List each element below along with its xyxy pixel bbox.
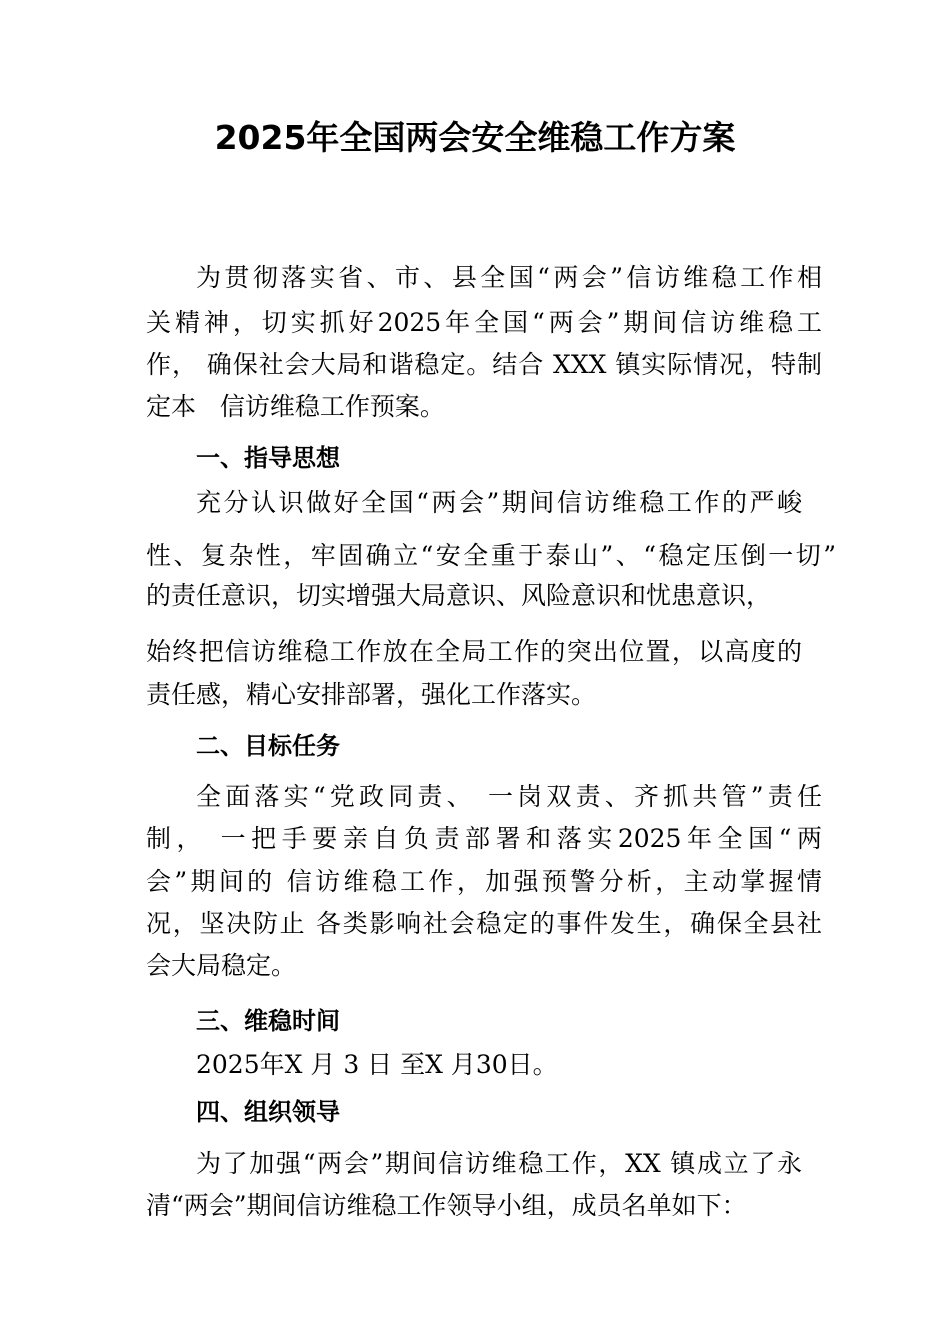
intro-line-3: 作， 确保社会大局和谐稳定。结合 XXX 镇实际情况，特制 <box>146 350 822 379</box>
section-1-line-4: 始终把信访维稳工作放在全局工作的突出位置，以高度的 <box>146 637 802 666</box>
section-heading-goals-tasks: 二、目标任务 <box>196 732 340 760</box>
section-2-line-1: 全面落实“党政同责、 一岗双责、齐抓共管”责任 <box>196 782 822 811</box>
section-4-line-2: 清“两会”期间信访维稳工作领导小组，成员名单如下： <box>146 1191 747 1220</box>
intro-line-2: 关精神，切实抓好2025年全国“两会”期间信访维稳工 <box>146 308 822 337</box>
document-title: 2025年全国两会安全维稳工作方案 <box>214 118 736 157</box>
section-3-line-1: 2025年X 月 3 日 至X 月30日。 <box>196 1050 558 1079</box>
section-2-line-2: 制， 一把手要亲自负责部署和落实2025年全国“两 <box>146 824 822 853</box>
section-1-line-3: 的责任意识，切实增强大局意识、风险意识和忧患意识， <box>146 581 772 610</box>
intro-line-1: 为贯彻落实省、市、县全国“两会”信访维稳工作相 <box>196 263 822 292</box>
section-1-line-1: 充分认识做好全国“两会”期间信访维稳工作的严峻 <box>196 488 802 517</box>
section-heading-guiding-ideology: 一、指导思想 <box>196 444 340 472</box>
section-2-line-4: 况，坚决防止 各类影响社会稳定的事件发生，确保全县社 <box>146 909 822 938</box>
section-2-line-3: 会”期间的 信访维稳工作，加强预警分析，主动掌握情 <box>146 867 822 896</box>
section-4-line-1: 为了加强“两会”期间信访维稳工作，XX 镇成立了永 <box>196 1149 802 1178</box>
section-heading-stability-period: 三、维稳时间 <box>196 1007 340 1035</box>
section-1-line-5: 责任感，精心安排部署，强化工作落实。 <box>146 680 597 709</box>
section-heading-organization-leadership: 四、组织领导 <box>196 1098 340 1126</box>
section-2-line-5: 会大局稳定。 <box>146 951 297 980</box>
intro-line-4: 定本 信访维稳工作预案。 <box>146 392 445 421</box>
section-1-line-2: 性、复杂性，牢固确立“安全重于泰山”、“稳定压倒一切” <box>146 541 836 570</box>
